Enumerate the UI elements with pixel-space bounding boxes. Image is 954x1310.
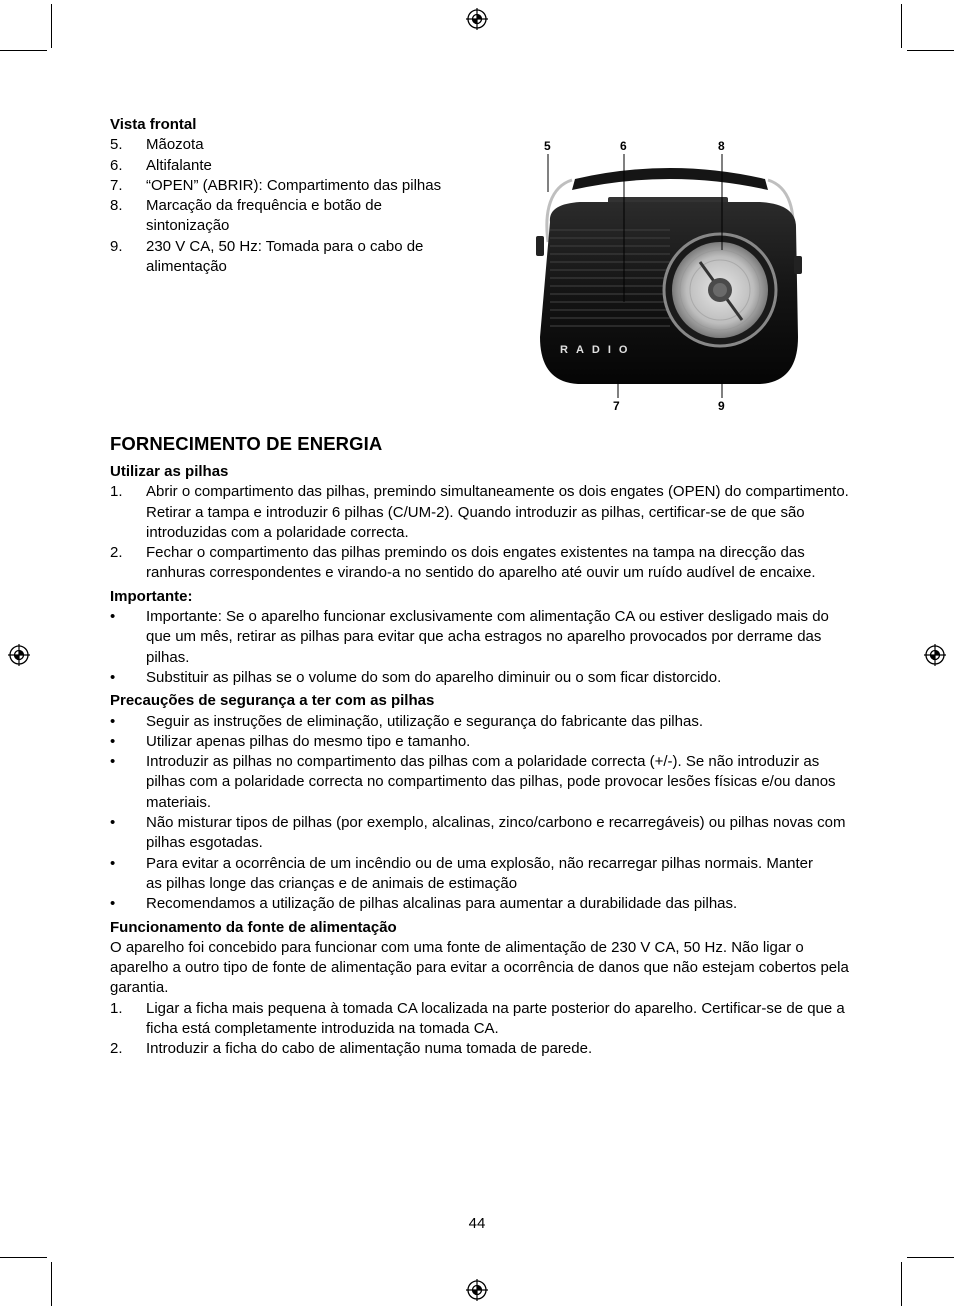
crop-mark [907, 1257, 954, 1258]
callout-9: 9 [718, 399, 725, 413]
crop-mark [51, 1262, 52, 1306]
page-number: 44 [468, 1215, 486, 1232]
list-item: • Substituir as pilhas se o volume do som do aparelho diminuir ou o som ficar distorcido. [110, 668, 722, 686]
list-item: • Seguir as instruções de eliminação, utilização e segurança do fabricante das pilhas. [110, 712, 703, 730]
callout-7: 7 [613, 399, 620, 413]
crop-mark [901, 4, 902, 48]
registration-mark-icon [924, 644, 946, 666]
list-item: 7. “OPEN” (ABRIR): Compartimento das pilhas [110, 176, 442, 194]
list-item: • Para evitar a ocorrência de um incêndio ou de uma explosão, não recarregar pilhas normais. Manter as pilhas longe das crianças e de animais de estimação [110, 854, 814, 892]
important-heading: Importante: [110, 587, 193, 605]
crop-mark [901, 1262, 902, 1306]
radio-illustration [520, 132, 810, 417]
mains-intro: O aparelho foi concebido para funcionar com uma fonte de alimentação de 230 V CA, 50 Hz. Não ligar o aparelho a outro tipo de fonte de alimentação para evitar a ocorrência de danos que não estejam cobertos pela garantia. [110, 938, 849, 997]
front-view-section [110, 115, 480, 277]
list-item: 1. Abrir o compartimento das pilhas, premindo simultaneamente os dois engates (OPEN) do compartimento. Retirar a tampa e introduzir 6 pilhas (C/UM-2). Quando introduzir as pilhas, certificar-se de que são introduzidas com a polaridade correcta. [110, 483, 849, 541]
list-item: 8. Marcação da frequência e botão de sintonização [110, 197, 382, 235]
list-item: • Introduzir as pilhas no compartimento das pilhas com a polaridade correcta (+/-). Se não introduzir as pilhas com a polaridade correcta no compartimento das pilhas, pode provocar lesões físicas e/ou danos materiais. [110, 753, 836, 811]
registration-mark-icon [466, 8, 488, 30]
list-item: 5. Mãozota [110, 136, 204, 154]
list-item: 6. Altifalante [110, 156, 212, 174]
list-item: 1. Ligar a ficha mais pequena à tomada CA localizada na parte posterior do aparelho. Certificar-se de que a ficha está completamente introduzida na tomada CA. [110, 999, 845, 1038]
crop-mark [907, 50, 954, 51]
section-title: FORNECIMENTO DE ENERGIA [110, 433, 383, 454]
list-item: • Importante: Se o aparelho funcionar exclusivamente com alimentação CA ou estiver desligado mais do que um mês, retirar as pilhas para evitar que acha estragos no aparelho provocados por derrame das pilhas. [110, 608, 829, 666]
registration-mark-icon [466, 1279, 488, 1301]
crop-mark [0, 1257, 47, 1258]
power-section [110, 432, 850, 1060]
front-view-heading: Vista frontal [110, 116, 197, 133]
crop-mark [0, 50, 47, 51]
list-item: • Utilizar apenas pilhas do mesmo tipo e tamanho. [110, 732, 471, 750]
registration-mark-icon [8, 644, 30, 666]
batteries-heading: Utilizar as pilhas [110, 463, 229, 480]
list-item: • Não misturar tipos de pilhas (por exemplo, alcalinas, zinco/carbono e recarregáveis) ou pilhas novas com pilhas esgotadas. [110, 814, 846, 852]
list-item: 2. Introduzir a ficha do cabo de alimentação numa tomada de parede. [110, 1040, 593, 1058]
list-item: 9. 230 V CA, 50 Hz: Tomada para o cabo de alimentação [110, 237, 424, 276]
safety-heading: Precauções de segurança a ter com as pilhas [110, 692, 435, 710]
radio-label: RADIO [560, 344, 636, 356]
callout-6: 6 [620, 139, 627, 153]
crop-mark [51, 4, 52, 48]
callout-5: 5 [544, 139, 551, 153]
radio-figure [520, 132, 810, 417]
mains-heading: Funcionamento da fonte de alimentação [110, 918, 397, 936]
list-item: 2. Fechar o compartimento das pilhas premindo os dois engates existentes na tampa na direcção das ranhuras correspondentes e virando-a no sentido do aparelho até ouvir um ruído audível de encaixe. [110, 544, 816, 582]
callout-8: 8 [718, 139, 725, 153]
list-item: • Recomendamos a utilização de pilhas alcalinas para aumentar a durabilidade das pilhas. [110, 895, 738, 913]
